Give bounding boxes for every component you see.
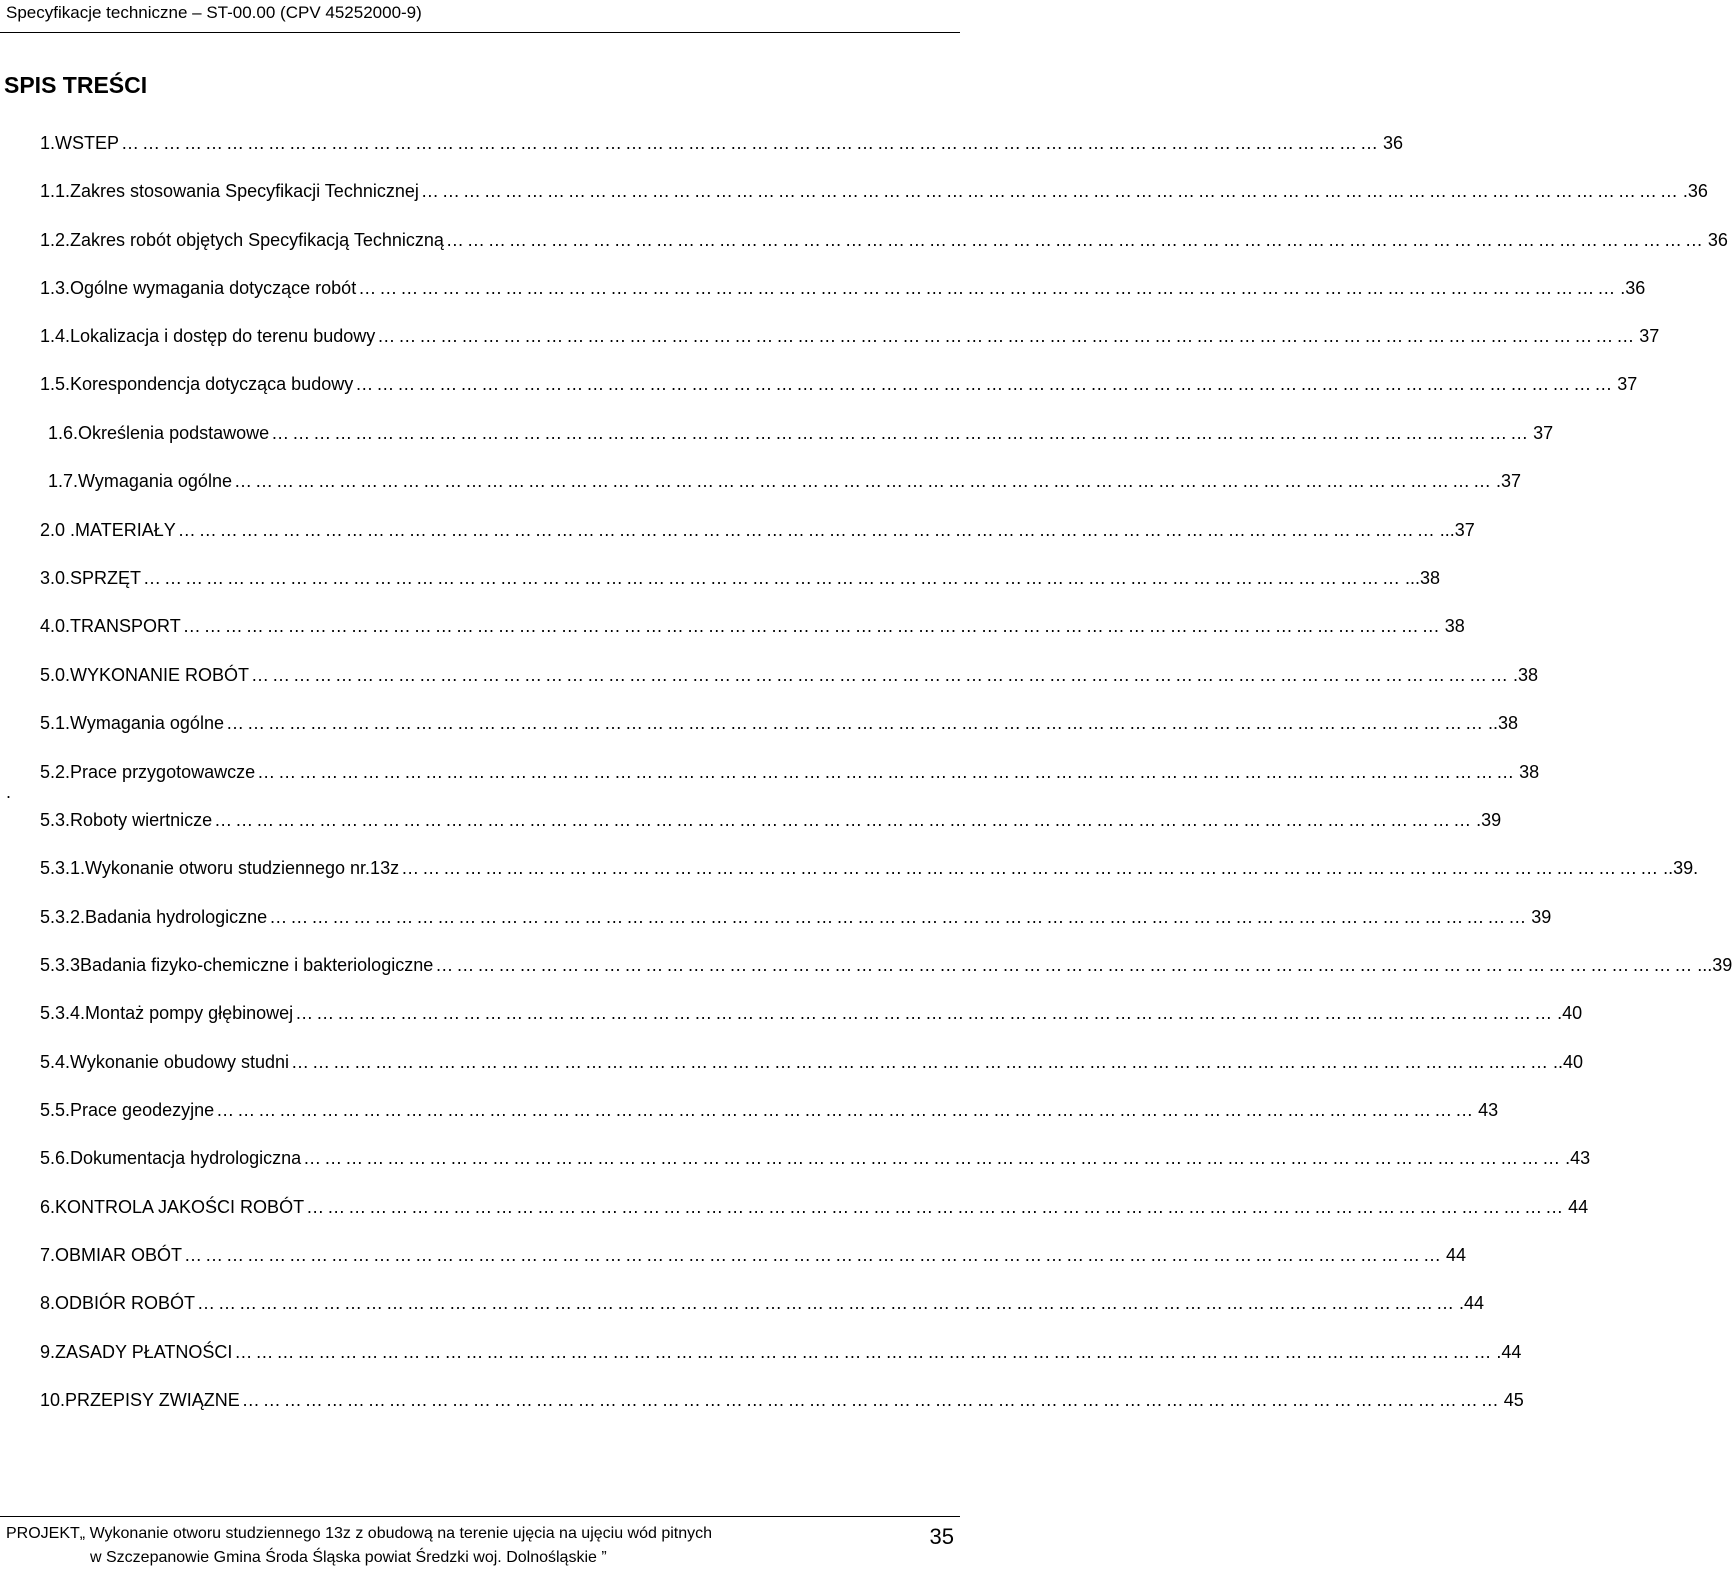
toc-entry-number: 5.5.: [40, 1100, 71, 1120]
toc-entry-number: 1.3.: [40, 278, 71, 298]
toc-entry-page: ..40: [1553, 1052, 1584, 1072]
toc-leader-dots: ………………………………………………………………………………………………………………………………………………………………: [295, 1003, 1556, 1023]
toc-entry[interactable]: [40, 1339, 1522, 1365]
toc-entry-page: .37: [1495, 471, 1521, 491]
toc-entry-title: WSTEP: [55, 133, 120, 153]
toc-leader-dots: ………………………………………………………………………………………………………………………………………………………………: [303, 1148, 1564, 1168]
toc-entry-number: 5.0.: [40, 665, 71, 685]
toc-entry-page: .39: [1476, 810, 1502, 830]
toc-entry-number: 1.: [40, 133, 56, 153]
toc-entry[interactable]: [40, 952, 1732, 978]
toc-entry-number: 5.3.: [40, 810, 71, 830]
toc-entry-page: ..39.: [1663, 858, 1699, 878]
running-header: Specyfikacje techniczne – ST-00.00 (CPV 45252000-9): [6, 3, 422, 22]
toc-entry-page: 45: [1503, 1390, 1524, 1410]
toc-entry-page: .44: [1459, 1293, 1485, 1313]
toc-entry-page: .36: [1620, 278, 1646, 298]
toc-entry-page: .43: [1565, 1148, 1591, 1168]
toc-entry-title: Korespondencja dotycząca budowy: [70, 374, 354, 394]
toc-entry[interactable]: [40, 227, 1728, 253]
toc-leader-dots: ………………………………………………………………………………………………………………………………………………………………: [401, 858, 1662, 878]
toc-entry-number: 9.: [40, 1342, 56, 1362]
toc-leader-dots: ………………………………………………………………………………………………………………………………………………………………: [420, 181, 1681, 201]
toc-entry-title: OBMIAR OBÓT: [55, 1245, 183, 1265]
footer-line-2: w Szczepanowie Gmina Środa Śląska powiat Średzki woj. Dolnośląskie ”: [90, 1549, 607, 1566]
toc-entry[interactable]: [40, 1097, 1499, 1123]
toc-leader-dots: ………………………………………………………………………………………………………………………………………………………………: [143, 568, 1404, 588]
toc-entry-number: 1.4.: [40, 326, 71, 346]
toc-entry-title: Prace przygotowawcze: [70, 762, 256, 782]
toc-entry[interactable]: [40, 1242, 1467, 1268]
toc-leader-dots: ………………………………………………………………………………………………………………………………………………………………: [271, 423, 1532, 443]
toc-leader-dots: ………………………………………………………………………………………………………………………………………………………………: [197, 1293, 1458, 1313]
toc-entry-page: ...38: [1405, 568, 1441, 588]
toc-entry-number: 5.3.4.: [40, 1003, 86, 1023]
toc-entry-page: ...37: [1439, 520, 1475, 540]
toc-entry[interactable]: [40, 904, 1552, 930]
toc-entry-title: MATERIAŁY: [75, 520, 176, 540]
toc-entry-title: Wykonanie obudowy studni: [70, 1052, 290, 1072]
toc-leader-dots: ………………………………………………………………………………………………………………………………………………………………: [177, 520, 1438, 540]
toc-entry-page: .38: [1513, 665, 1539, 685]
toc-entry-title: Zakres robót objętych Specyfikacją Techniczną: [70, 230, 444, 250]
toc-entry-page: 44: [1446, 1245, 1467, 1265]
toc-entry-page: .40: [1557, 1003, 1583, 1023]
toc-entry-number: 10.: [40, 1390, 66, 1410]
toc-entry[interactable]: [40, 1194, 1589, 1220]
toc-leader-dots: ………………………………………………………………………………………………………………………………………………………………: [306, 1197, 1567, 1217]
toc-leader-dots: ………………………………………………………………………………………………………………………………………………………………: [121, 133, 1382, 153]
toc-entry[interactable]: [40, 1000, 1583, 1026]
toc-leader-dots: ………………………………………………………………………………………………………………………………………………………………: [291, 1052, 1552, 1072]
toc-entry-page: 36: [1707, 230, 1728, 250]
toc-entry-title: WYKONANIE ROBÓT: [70, 665, 250, 685]
toc-leader-dots: ………………………………………………………………………………………………………………………………………………………………: [214, 810, 1475, 830]
toc-leader-dots: ………………………………………………………………………………………………………………………………………………………………: [355, 374, 1616, 394]
toc-entry-number: 1.7.: [48, 471, 79, 491]
toc-entry-number: 7.: [40, 1245, 56, 1265]
toc-entry[interactable]: [40, 1049, 1584, 1075]
toc-entry-title: Zakres stosowania Specyfikacji Technicznej: [70, 181, 419, 201]
toc-entry-number: 5.3.1.: [40, 858, 86, 878]
toc-entry[interactable]: [40, 275, 1646, 301]
toc-entry-number: 4.0.: [40, 616, 71, 636]
toc-entry-title: Montaż pompy głębinowej: [85, 1003, 294, 1023]
toc-entry-page: ...39: [1697, 955, 1732, 975]
toc-entry-title: KONTROLA JAKOŚCI ROBÓT: [55, 1197, 305, 1217]
toc-entry[interactable]: [40, 613, 1465, 639]
toc-entry-page: 38: [1444, 616, 1465, 636]
toc-entry-page: 37: [1639, 326, 1660, 346]
toc-entry[interactable]: [40, 710, 1518, 736]
toc-leader-dots: ………………………………………………………………………………………………………………………………………………………………: [377, 326, 1638, 346]
stray-mark: .: [6, 782, 12, 802]
toc-entry-title: Wymagania ogólne: [70, 713, 224, 733]
toc-leader-dots: ………………………………………………………………………………………………………………………………………………………………: [234, 1342, 1495, 1362]
footer-project-text: [6, 1522, 856, 1570]
toc-entry-title: Lokalizacja i dostęp do terenu budowy: [70, 326, 376, 346]
toc-entry-title: ZASADY PŁATNOŚCI: [55, 1342, 233, 1362]
toc-entry-number: 5.6.: [40, 1148, 71, 1168]
toc-entry[interactable]: [40, 662, 1539, 688]
toc-entry-number: 1.6.: [48, 423, 79, 443]
toc-entry-title: Badania hydrologiczne: [85, 907, 268, 927]
toc-entry-title: Badania fizyko-chemiczne i bakteriologiczne: [80, 955, 434, 975]
toc-entry[interactable]: [40, 371, 1638, 397]
toc-entry[interactable]: [40, 178, 1708, 204]
toc-entry-title: Wymagania ogólne: [78, 471, 232, 491]
toc-leader-dots: ………………………………………………………………………………………………………………………………………………………………: [241, 1390, 1502, 1410]
toc-entry-title: TRANSPORT: [70, 616, 181, 636]
toc-entry-page: 43: [1478, 1100, 1499, 1120]
toc-entry-title: Określenia podstawowe: [78, 423, 270, 443]
toc-entry-page: 36: [1383, 133, 1404, 153]
toc-entry-title: Wykonanie otworu studziennego nr.13z: [85, 858, 400, 878]
toc-entry[interactable]: [40, 807, 1502, 833]
toc-entry-title: ODBIÓR ROBÓT: [55, 1293, 196, 1313]
toc-entry[interactable]: [40, 855, 1699, 881]
toc-leader-dots: ………………………………………………………………………………………………………………………………………………………………: [216, 1100, 1477, 1120]
toc-entry-page: 37: [1533, 423, 1554, 443]
toc-leader-dots: ………………………………………………………………………………………………………………………………………………………………: [225, 713, 1486, 733]
toc-entry-number: 3.0.: [40, 568, 71, 588]
toc-entry-title: Ogólne wymagania dotyczące robót: [70, 278, 357, 298]
toc-entry-number: 2.0 .: [40, 520, 76, 540]
toc-entry-number: 1.2.: [40, 230, 71, 250]
toc-leader-dots: ………………………………………………………………………………………………………………………………………………………………: [251, 665, 1512, 685]
toc-entry[interactable]: [40, 1290, 1485, 1316]
toc-entry-number: 5.3.2.: [40, 907, 86, 927]
toc-entry[interactable]: [40, 759, 1540, 785]
toc-entry-page: ..38: [1487, 713, 1518, 733]
toc-leader-dots: ………………………………………………………………………………………………………………………………………………………………: [269, 907, 1530, 927]
toc-leader-dots: ………………………………………………………………………………………………………………………………………………………………: [435, 955, 1696, 975]
toc-entry-number: 5.2.: [40, 762, 71, 782]
toc-entry[interactable]: [40, 1387, 1524, 1413]
toc-leader-dots: ………………………………………………………………………………………………………………………………………………………………: [358, 278, 1619, 298]
toc-entry[interactable]: [40, 517, 1475, 543]
toc-entry-number: 5.1.: [40, 713, 71, 733]
toc-entry-page: .44: [1496, 1342, 1522, 1362]
toc-leader-dots: ………………………………………………………………………………………………………………………………………………………………: [257, 762, 1518, 782]
toc-entry-page: .36: [1682, 181, 1708, 201]
toc-leader-dots: ………………………………………………………………………………………………………………………………………………………………: [445, 230, 1706, 250]
toc-entry-number: 1.1.: [40, 181, 71, 201]
toc-entry-page: 37: [1617, 374, 1638, 394]
toc-entry[interactable]: [40, 1145, 1591, 1171]
toc-entry-title: PRZEPISY ZWIĄZNE: [65, 1390, 240, 1410]
toc-entry-page: 44: [1568, 1197, 1589, 1217]
toc-entry-title: SPRZĘT: [70, 568, 142, 588]
toc-entry[interactable]: [40, 130, 1404, 156]
toc-entry-page: 39: [1531, 907, 1552, 927]
toc-leader-dots: ………………………………………………………………………………………………………………………………………………………………: [184, 1245, 1445, 1265]
footer-rule: [0, 1516, 960, 1517]
toc-entry-number: 1.5.: [40, 374, 71, 394]
footer-line-1: PROJEKT„ Wykonanie otworu studziennego 13z z obudową na terenie ujęcia na ujęciu wód pitnych: [6, 1525, 713, 1542]
toc-entry-title: Roboty wiertnicze: [70, 810, 213, 830]
footer-page-number: 35: [929, 1524, 954, 1549]
toc-entry-number: 6.: [40, 1197, 56, 1217]
toc-entry-number: 8.: [40, 1293, 56, 1313]
toc-entry[interactable]: [48, 420, 1554, 446]
toc-entry-number: 5.3.3: [40, 955, 81, 975]
toc-entry-number: 5.4.: [40, 1052, 71, 1072]
toc-entry[interactable]: [40, 565, 1441, 591]
toc-leader-dots: ………………………………………………………………………………………………………………………………………………………………: [182, 616, 1443, 636]
toc-leader-dots: ………………………………………………………………………………………………………………………………………………………………: [233, 471, 1494, 491]
toc-entry[interactable]: [48, 468, 1521, 494]
toc-entry-title: Prace geodezyjne: [70, 1100, 215, 1120]
toc-entry[interactable]: [40, 323, 1660, 349]
toc-title: SPIS TREŚCI: [4, 72, 148, 98]
toc-entry-page: 38: [1519, 762, 1540, 782]
toc-entry-title: Dokumentacja hydrologiczna: [70, 1148, 302, 1168]
